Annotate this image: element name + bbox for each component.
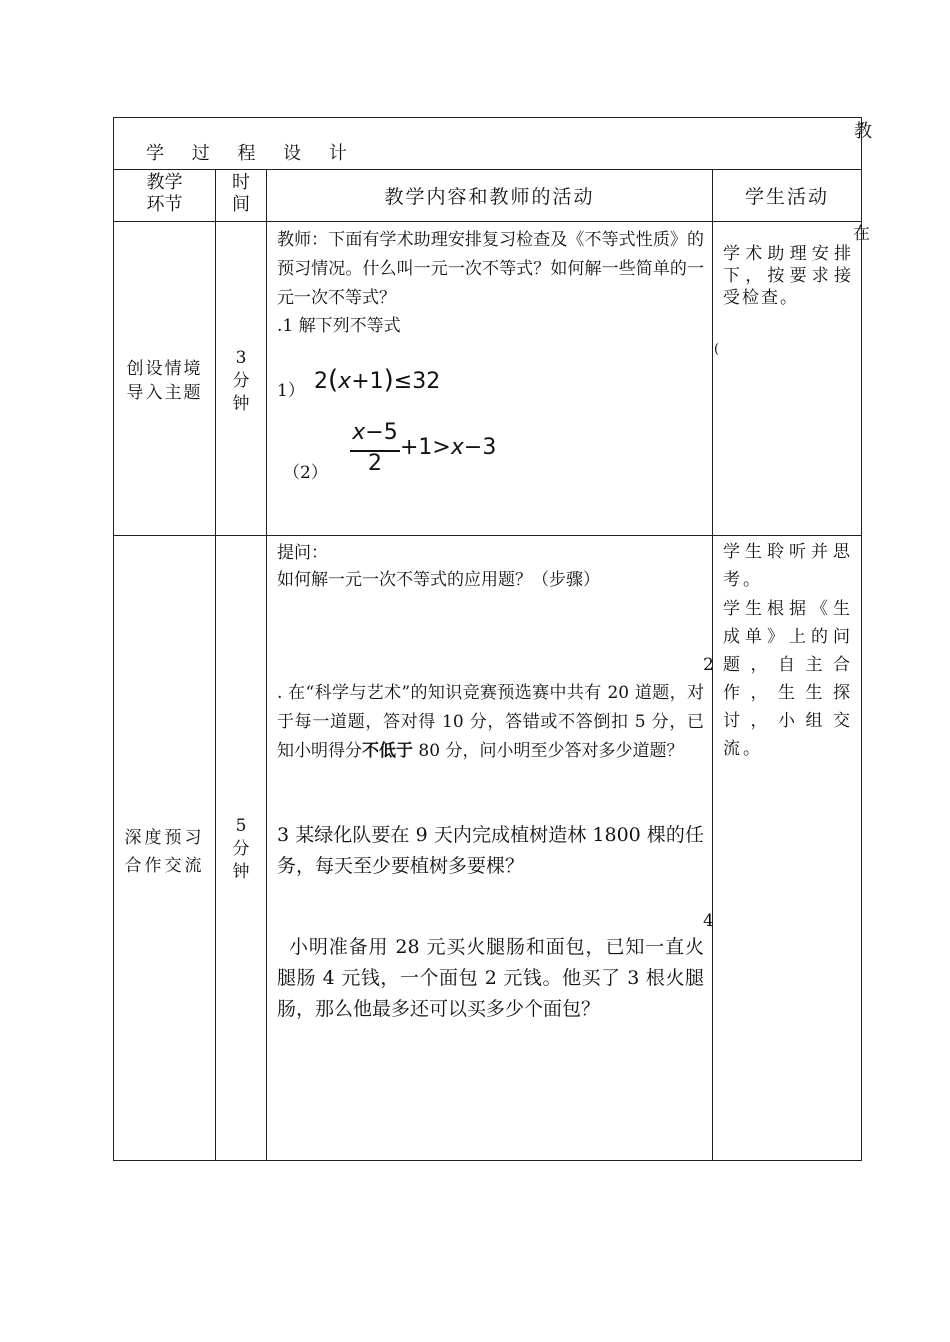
margin-number-4: 4 [703, 911, 714, 931]
table-border-header-bottom [113, 221, 862, 222]
ineq2-numerator [350, 420, 400, 445]
header-time: 时 间 [232, 172, 250, 215]
ineq2-variable: x [450, 435, 464, 460]
problem-4: 小明准备用 28 元买火腿肠和面包，已知一直火腿肠 4 元钱，一个面包 2 元钱。他买了 3 根火腿肠，那么他最多还可以买多少个面包？ [277, 936, 704, 1020]
ineq2-rest-1: +1> [400, 435, 451, 460]
section-title: 学 过 程 设 计 [146, 143, 349, 164]
problem-3: 3 某绿化队要在 9 天内完成植树造林 1800 棵的任务，每天至少要植树多要棵？ [277, 824, 704, 877]
item2-label: （2） [283, 463, 328, 483]
ineq2-rest [400, 435, 496, 460]
row2-student-activity-2: 学生根据《生成单》上的问题，自主合作，生生探讨，小组交流。 [723, 599, 853, 759]
margin-number-2: 2 [703, 655, 714, 675]
margin-paren: ( [714, 342, 720, 357]
header-student: 学生活动 [744, 186, 829, 208]
header-content: 教学内容和教师的活动 [384, 186, 595, 208]
problem-2-text-before: . 在“科学与艺术”的知识竞赛预选赛中共有 20 道题，对于每一道题，答对得 10 分，答错或不答倒扣 5 分，已知小明得分 [277, 683, 704, 761]
ineq2-denominator: 2 [368, 451, 382, 476]
table-border-right [861, 117, 862, 1161]
margin-char-zai: 在 [853, 224, 870, 244]
ineq2-num-variable: x [352, 420, 366, 445]
column-divider-2 [266, 169, 267, 1161]
table-border-left [113, 117, 114, 1161]
row1-teacher-intro: 教师：下面有学术助理安排复习检查及《不等式性质》的预习情况。什么叫一元一次不等式？如何解一些简单的一元一次不等式？ [277, 230, 704, 308]
ineq1-variable: x [338, 369, 352, 394]
table-border-row-divider [113, 535, 862, 536]
row2-student-activity-1: 学生聆听并思考。 [723, 542, 853, 590]
ineq1-coef: 2 [314, 369, 328, 394]
table-border-header-top [113, 169, 862, 170]
problem-2-text-after: 80 分，问小明至少答对多少道题？ [413, 741, 684, 761]
problem-2-emphasis: 不低于 [362, 741, 413, 761]
ineq2-rest-2: −3 [463, 435, 497, 460]
ineq2-num-rest: −5 [365, 420, 398, 445]
question-label: 提问： [277, 543, 328, 563]
row1-time: 3 分 钟 [232, 348, 250, 414]
ineq1-open-paren: ( [328, 365, 339, 395]
inequality-2 [350, 420, 520, 480]
item1-label: 1） [277, 381, 305, 401]
ineq1-close-paren: ) [383, 365, 394, 395]
row1-task-label: .1 解下列不等式 [277, 316, 401, 336]
ineq1-plus-one: +1 [351, 369, 384, 394]
table-border-top [113, 117, 862, 118]
header-stage: 教学 环节 [146, 172, 183, 215]
question-text: 如何解一元一次不等式的应用题？（步骤） [277, 570, 600, 590]
row1-student-activity: 学术助理安排下，按要求接受检查。 [723, 244, 853, 308]
row2-time: 5 分 钟 [232, 816, 250, 882]
column-divider-1 [215, 169, 216, 1161]
row1-stage: 创设情境 导入主题 [126, 359, 203, 403]
title-overflow-char: 教 [854, 121, 872, 142]
table-border-bottom [113, 1160, 862, 1161]
problem-2 [277, 679, 704, 766]
ineq1-relation: ≤32 [393, 369, 441, 394]
inequality-1 [314, 365, 440, 395]
row2-stage: 深度预习 合作交流 [124, 828, 205, 876]
